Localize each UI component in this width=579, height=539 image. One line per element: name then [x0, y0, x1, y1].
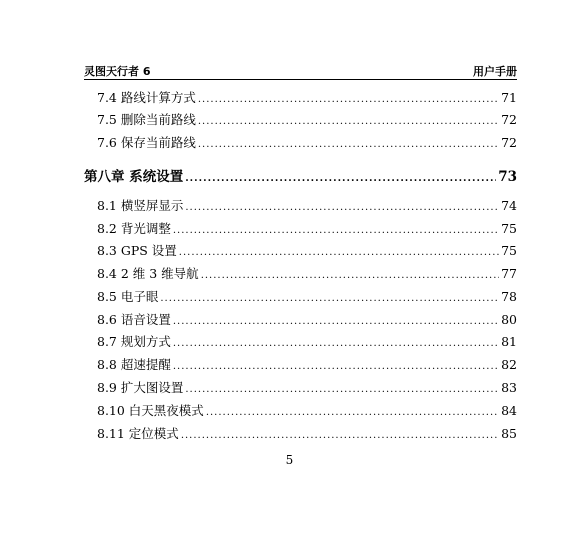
toc-dot-leader: [185, 173, 496, 184]
toc-dot-leader: [179, 247, 499, 258]
toc-dot-leader: [181, 430, 499, 441]
toc-dot-leader: [198, 94, 499, 105]
toc-dot-leader: [173, 225, 499, 236]
toc-entry[interactable]: [97, 355, 517, 373]
toc-dot-leader: [206, 407, 499, 418]
running-header: [84, 63, 517, 79]
toc-entry[interactable]: [97, 133, 517, 151]
header-manual-title: 用户手册: [473, 65, 517, 78]
toc-chapter-entry[interactable]: [84, 165, 517, 185]
toc-entry-label: 8.1 横竖屏显示: [97, 198, 184, 213]
toc-entry-page: 71: [501, 90, 517, 105]
toc-entry[interactable]: [97, 110, 517, 128]
toc-dot-leader: [198, 139, 499, 150]
toc-entry-page: 84: [501, 403, 517, 418]
toc-entry[interactable]: [97, 378, 517, 396]
toc-entry-page: 82: [501, 357, 517, 372]
toc-entry-label: 8.2 背光调整: [97, 221, 171, 236]
page-number: 5: [285, 453, 294, 467]
toc-dot-leader: [160, 293, 499, 304]
header-rule: [84, 79, 517, 80]
toc-dot-leader: [173, 316, 499, 327]
toc-entry-label: 8.10 白天黑夜模式: [97, 403, 204, 418]
toc-entry-label: 8.4 2 维 3 维导航: [97, 266, 199, 281]
toc-entry-label: 8.11 定位模式: [97, 426, 179, 441]
header-product-title: 灵图天行者 6: [84, 65, 151, 78]
toc-dot-leader: [173, 361, 499, 372]
toc-entry-page: 83: [501, 380, 517, 395]
toc-entry-label: 8.9 扩大图设置: [97, 380, 184, 395]
toc-entry-label: 7.5 删除当前路线: [97, 112, 196, 127]
toc-entry[interactable]: [97, 310, 517, 328]
toc-dot-leader: [201, 270, 499, 281]
toc-dot-leader: [185, 384, 499, 395]
toc-chapter-label: 第八章 系统设置: [84, 169, 184, 185]
toc-entry-page: 77: [501, 266, 517, 281]
toc-dot-leader: [185, 202, 499, 213]
toc-entry[interactable]: [97, 88, 517, 106]
toc-entry-page: 72: [501, 135, 517, 150]
toc-dot-leader: [173, 338, 499, 349]
toc-entry[interactable]: [97, 401, 517, 419]
toc-entry-page: 75: [501, 221, 517, 236]
toc-entry-page: 74: [501, 198, 517, 213]
toc-entry[interactable]: [97, 196, 517, 214]
toc-entry-page: 85: [501, 426, 517, 441]
toc-entry-label: 8.6 语音设置: [97, 312, 171, 327]
toc-entry[interactable]: [97, 241, 517, 259]
toc-entry[interactable]: [97, 219, 517, 237]
toc-entry-label: 8.8 超速提醒: [97, 357, 171, 372]
toc-dot-leader: [198, 116, 499, 127]
toc-entry-label: 7.4 路线计算方式: [97, 90, 196, 105]
toc-chapter-page: 73: [498, 169, 517, 185]
toc-entry-page: 80: [501, 312, 517, 327]
toc-entry-page: 78: [501, 289, 517, 304]
toc-entry[interactable]: [97, 264, 517, 282]
toc-entry-label: 8.3 GPS 设置: [97, 243, 177, 258]
toc-entry-label: 7.6 保存当前路线: [97, 135, 196, 150]
toc-entry[interactable]: [97, 424, 517, 442]
toc-entry-label: 8.7 规划方式: [97, 334, 171, 349]
toc-entry-page: 72: [501, 112, 517, 127]
toc-entry-page: 81: [501, 334, 517, 349]
toc-entry[interactable]: [97, 332, 517, 350]
toc-entry-page: 75: [501, 243, 517, 258]
toc-entry[interactable]: [97, 287, 517, 305]
toc-entry-label: 8.5 电子眼: [97, 289, 159, 304]
